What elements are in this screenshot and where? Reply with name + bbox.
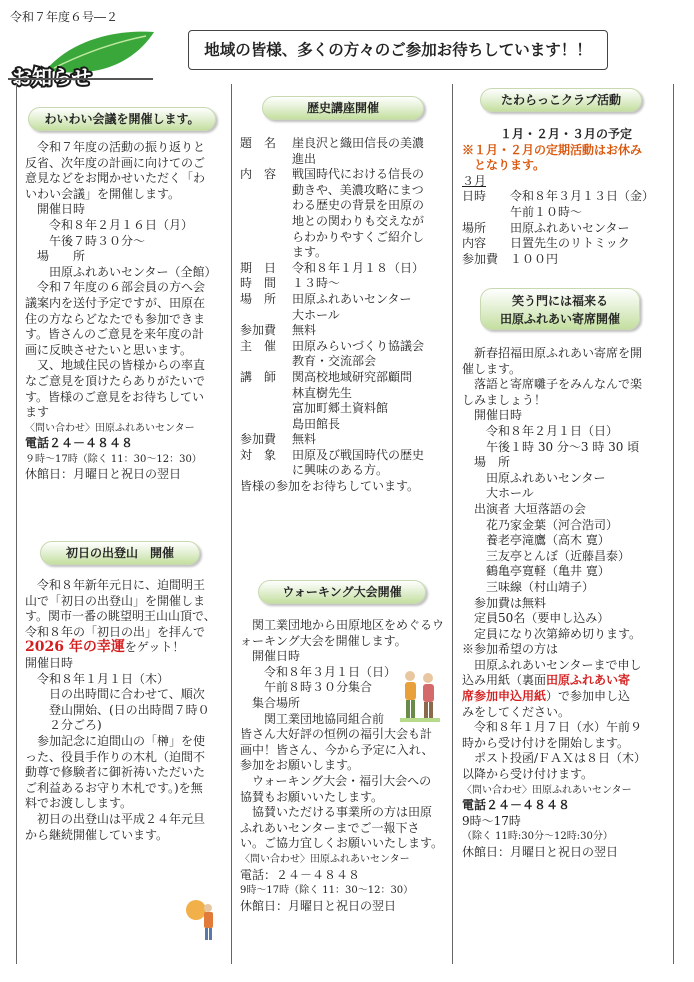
yose-line: ポスト投函/ＦＡＸは８日（木） [462, 751, 647, 766]
rekishi-row-key: 講 師 [240, 369, 277, 384]
rekishi-row [240, 214, 448, 230]
rekishi-row [240, 167, 448, 183]
hatsuhinode-line: 初日の出登山は平成２４年元旦 [25, 811, 206, 826]
rekishi-row [240, 308, 448, 324]
walking-line: 関工業団地協同組合前 [240, 711, 385, 726]
rekishi-row-value: 田原ふれあいセンター [292, 291, 412, 306]
section-title-hatsuhinode: 初日の出登山 開催 [40, 541, 200, 565]
rekishi-row-key [240, 214, 292, 230]
section-title-tawarakko: たわらっこクラブ活動 [480, 88, 642, 112]
walking-line: 令和８年３月１日（日） [240, 664, 397, 679]
rekishi-row-key [240, 354, 292, 370]
rekishi-row-key [240, 417, 292, 433]
tawarakko-row-key [462, 205, 510, 221]
tawarakko-note-line: ※１月・２月の定期活動はお休み [462, 142, 643, 157]
rekishi-row-key [240, 463, 292, 479]
rekishi-row-key [240, 230, 292, 246]
walking-line: ふれあいセンターまでご一報下さ [240, 820, 420, 835]
waiwai-line: 令和８年２月１６日（月） [25, 217, 194, 232]
rekishi-row-key [240, 386, 292, 402]
yose-line: 定員50名（要申し込み） [462, 611, 610, 626]
rekishi-row-value: 崖良沢と織田信長の美濃 [292, 136, 425, 150]
yose-body: 新春招福田原ふれあい寄席を開 催します。 落語と寄席囃子をみんなんで楽 しみましょう！ 開催日時 令和８年２月１日（日） 午後１時 30 分～3 時 30 頃 場 所 田原ふれあいセンター 大ホール 出演者 大垣落語の会 花乃家金葉（河合浩司） 養老亭滝鷹（高木 寛） 三友亭とんぼ（近藤昌泰） 鶴亀亭寛軽（亀井 寛） 三味線（村山靖子） 参加費は無料 定員50名（要申し込み） 定員になり次第締め切ります。 ※参加希望の方は 田原ふれあいセンターまで申し 込み用紙（裏面田原ふれあい寄 席参加申込用紙）で参加申し込 みをしてください。 令和８年１月７日（水）午前９ 時から受け付けを開始します。 ポスト投函/ＦＡＸは８日（木） 以降から受け付けます。 〈問い合わせ〉田原ふれあいセンター 電話２４－４８４８ 9時～17時 （除く 11時:30分～12時:30分） 休館日：月曜日と祝日の翌日 [462, 346, 672, 861]
rekishi-row-value: 田原みらいづくり協議会 [292, 338, 425, 353]
rekishi-row-key: 場 所 [240, 291, 277, 306]
tawarakko-row-key: 場所 [462, 220, 487, 235]
rekishi-row [240, 401, 448, 417]
hatsuhinode-line: 動尊で修験者に御祈祷いただいた [25, 765, 206, 780]
walking-line: 開催日時 [240, 649, 301, 664]
yose-line: 田原ふれあいセンターまで申し [462, 657, 642, 672]
rekishi-row-value: 動きや、美濃攻略にまつ [292, 182, 424, 197]
waiwai-closed: 休館日：月曜日と祝日の翌日 [25, 467, 182, 482]
yose-line: 花乃家金葉（河合浩司） [462, 517, 619, 532]
rekishi-row-key: 対 象 [240, 447, 277, 462]
walking-tel: 電話：２４－４８４８ [240, 867, 361, 882]
tawarakko-row [462, 221, 670, 237]
hatsuhinode-line: 料でお渡しします。 [25, 796, 133, 811]
yose-hours-detail: （除く 11時:30分～12時:30分） [462, 831, 613, 843]
rekishi-row [240, 432, 448, 448]
rekishi-row [240, 354, 448, 370]
yose-line: みをしてください。 [462, 704, 571, 719]
right-border [673, 84, 674, 964]
tawarakko-row-value: 日置先生のリトミック [510, 236, 630, 251]
rekishi-row [240, 370, 448, 386]
rekishi-row-value: 大ホール [292, 307, 340, 322]
rekishi-row-value: らわかりやすくご紹介し [292, 229, 425, 244]
rekishi-row [240, 261, 448, 277]
hatsuhinode-line: ２分ごろ) [25, 718, 102, 733]
hatsuhinode-line: 登山開始、(日の出時間７時０ [25, 702, 210, 717]
section-title-walking: ウォーキング大会開催 [258, 580, 426, 604]
rekishi-row-value: １３時～ [292, 276, 341, 291]
tawarakko-row-key: 日時 [462, 189, 487, 204]
waiwai-line: 議案内を送付予定ですが、田原在 [25, 295, 206, 310]
rekishi-row [240, 448, 448, 464]
walking-line: 皆さん大好評の恒例の福引大会も計 [240, 727, 433, 742]
logo-text: お知らせ [12, 65, 92, 89]
waiwai-line: 画に反映させたいと思います。 [25, 342, 193, 357]
section-title-rekishi: 歴史講座開催 [262, 96, 424, 120]
rekishi-row [240, 152, 448, 168]
hatsuhinode-body: 令和８年新年元日に、迫間明王 山で「初日の出登山」を開催しま す。関市一番の眺望明王山山頂で、 令和８年の「初日の出」を拝んで 2026 年の幸運をゲット！ 開催日時 令和８年１月１日（木） 日の出時間に合わせて、順次 登山開始、(日の出時間７時０ ２分ごろ) 参加記念に迫間山の「榊」を使 った、役員手作りの木札（迫間不 動尊で修験者に御祈祷いただいた ご利益あるお守り木札です。)を無 料でお渡しします。 初日の出登山は平成２４年元旦 から継続開催しています。 [25, 578, 225, 843]
tawarakko-row [462, 189, 670, 205]
rekishi-row-value: 教育・交流部会 [292, 354, 377, 369]
yose-line: 定員になり次第締め切ります。 [462, 626, 642, 641]
rekishi-row-value: 田原及び戦国時代の歴史 [292, 447, 425, 462]
rekishi-row-value: 地との関わりも交えなが [292, 213, 425, 228]
rekishi-row [240, 463, 448, 479]
rekishi-row [240, 339, 448, 355]
yose-line: 出演者 大垣落語の会 [462, 501, 586, 516]
walking-line: 画中！皆さん、今から予定に入れ、 [240, 742, 434, 757]
walking-line: 協賛いただける事業所の方は田原 [240, 805, 433, 820]
walking-closed: 休館日：月曜日と祝日の翌日 [240, 898, 397, 913]
rekishi-row [240, 198, 448, 214]
tawarakko-row [462, 252, 670, 268]
tawarakko-row-key: 内容 [462, 236, 487, 251]
tawarakko-row-value: 午前１０時～ [510, 204, 583, 219]
rekishi-row-value: 林直樹先生 [292, 385, 353, 400]
yose-line: 場 所 [462, 455, 511, 470]
rekishi-row-value: 令和８年１月１８（日） [292, 260, 425, 275]
tawarakko-row-value: 田原ふれあいセンター [510, 220, 630, 235]
rekishi-row-key [240, 183, 292, 199]
rekishi-row [240, 230, 448, 246]
hatsuhinode-line: 日の出時間に合わせて、順次 [25, 687, 205, 702]
waiwai-line: 開催日時 [25, 202, 86, 217]
yose-line: 催します。 [462, 361, 522, 376]
yose-line: 三友亭とんぼ（近藤昌泰） [462, 548, 631, 563]
yose-line: 落語と寄席囃子をみんなんで楽 [462, 377, 643, 392]
yose-line: しみましょう！ [462, 392, 547, 407]
rekishi-row-value: わる歴史の背景を田原の [292, 198, 425, 213]
rekishi-row [240, 136, 448, 152]
rekishi-row-key: 参加費 [240, 432, 277, 447]
walking-line: 参加をお願いします。 [240, 758, 360, 773]
hatsuhinode-line: ご利益あるお守り木札です。)を無 [25, 780, 203, 795]
rekishi-row-value: 無料 [292, 432, 317, 447]
waiwai-line: 田原ふれあいセンター（全館） [25, 264, 217, 279]
rekishi-row-key: 参加費 [240, 323, 277, 338]
rekishi-row-key [240, 401, 292, 417]
rekishi-row-key: 主 催 [240, 338, 277, 353]
waiwai-line: なご意見を頂けたらありがたいで [25, 373, 206, 388]
rekishi-body [240, 136, 448, 495]
walking-contact: 〈問い合わせ〉田原ふれあいセンター [240, 853, 410, 865]
hatsuhinode-line: った、役員手作りの木札（迫間不 [25, 749, 206, 764]
yose-tel: 電話２４－４８４８ [462, 798, 571, 813]
rekishi-row-key [240, 152, 292, 168]
rekishi-row-value: 進出 [292, 151, 317, 166]
yose-line: 以降から受け付けます。 [462, 767, 594, 782]
walking-line: 午前８時３０分集合 [240, 680, 373, 695]
yose-line: 三味線（村山靖子） [462, 579, 595, 594]
yose-line: 参加費は無料 [462, 595, 547, 610]
hiker-illustration [182, 898, 222, 944]
rekishi-row [240, 276, 448, 292]
rekishi-row-value: 富加町郷土資料館 [292, 401, 389, 416]
waiwai-body [25, 140, 225, 483]
rekishi-row-value: 関高校地域研究部顧問 [292, 369, 413, 384]
section-title-waiwai: わいわい会議を開催します。 [28, 107, 216, 131]
yose-line: 新春招福田原ふれあい寄席を開 [462, 346, 643, 360]
column-divider-1 [231, 84, 232, 964]
rekishi-row [240, 417, 448, 433]
tawarakko-row-value: １００円 [510, 251, 559, 266]
tawarakko-schedule: １月・２月・３月の予定 [499, 127, 632, 141]
walking-line: い。ご協力宜しくお願いいたします。 [240, 836, 444, 851]
hatsuhinode-line: 令和８年新年元日に、迫間明王 [25, 578, 206, 592]
waiwai-contact: 〈問い合わせ〉田原ふれあいセンター [25, 422, 195, 434]
rekishi-row-value: に興味のある方。 [292, 463, 389, 478]
yose-line: 開催日時 [462, 408, 523, 423]
waiwai-line: 令和７年度の活動の振り返りと [25, 140, 206, 154]
tawarakko-row-key: 参加費 [462, 251, 499, 266]
yose-line: 令和８年２月１日（日） [462, 423, 619, 438]
rekishi-row-value: 無料 [292, 323, 317, 338]
column-divider-2 [452, 84, 453, 964]
rekishi-row-key: 題 名 [240, 136, 277, 150]
yose-contact: 〈問い合わせ〉田原ふれあいセンター [462, 784, 632, 796]
yose-line: 時から受け付けを開始します。 [462, 735, 630, 750]
waiwai-line: 意見などをお聞かせいただく「わ [25, 171, 206, 186]
rekishi-row-key [240, 198, 292, 214]
waiwai-line: ます [25, 405, 50, 420]
walking-line: 集合場所 [240, 695, 301, 710]
rekishi-row-value: 戦国時代における信長の [292, 167, 425, 182]
walking-body [240, 618, 448, 914]
waiwai-tel: 電話２４－４８４８ [25, 436, 134, 451]
rekishi-row [240, 323, 448, 339]
waiwai-line: 又、地域住民の皆様からの率直 [25, 358, 206, 373]
walking-line: 協賛もお願いいたします。 [240, 789, 384, 804]
rekishi-row [240, 386, 448, 402]
hatsuhinode-line: 参加記念に迫間山の「榊」を使 [25, 733, 206, 748]
rekishi-row-key: 期 日 [240, 260, 277, 275]
walking-line: ォーキング大会を開催します。 [240, 633, 407, 648]
yose-line: 午後１時 30 分～3 時 30 頃 [462, 439, 640, 454]
hatsuhinode-line: から継続開催しています。 [25, 827, 169, 842]
walkers-illustration [396, 668, 444, 724]
rekishi-row-key [240, 308, 292, 324]
headline-banner: 地域の皆様、多くの方々のご参加お待ちしています！！ [188, 30, 608, 70]
yose-line: ※参加希望の方は [462, 642, 559, 657]
waiwai-line: 反省、次年度の計画に向けてのご [25, 155, 206, 170]
tawarakko-body [462, 127, 670, 267]
hatsuhinode-line: 令和８年の「初日の出」を拝んで [25, 624, 206, 639]
tawarakko-row [462, 236, 670, 252]
waiwai-line: 住の方ならどなたでも参加できま [25, 311, 206, 326]
hatsuhinode-line: す。関市一番の眺望明王山山頂で、 [25, 609, 216, 624]
rekishi-row-key [240, 245, 292, 261]
rekishi-row-value: ます。 [292, 245, 328, 260]
rekishi-footer: 皆様の参加をお待ちしています。 [240, 479, 420, 494]
left-border [16, 84, 17, 964]
hatsuhinode-line: 令和８年１月１日（木） [25, 671, 170, 686]
yose-line: 令和８年１月７日（水）午前９ [462, 720, 643, 735]
tawarakko-note-line: となります。 [462, 158, 546, 173]
issue-label: 令和７年度６号―２ [10, 10, 119, 24]
header-rule [8, 78, 153, 80]
waiwai-line: す。皆さんのご意見を来年度の計 [25, 327, 205, 342]
rekishi-row [240, 245, 448, 261]
yose-line: 田原ふれあいセンター [462, 470, 606, 485]
waiwai-line: 場 所 [25, 249, 86, 264]
waiwai-line: いわい会議」を開催します。 [25, 186, 181, 201]
waiwai-line: す。皆様のご意見をお待ちしてい [25, 389, 205, 404]
oshirase-logo [6, 30, 156, 92]
walking-line: 関工業団地から田原地区をめぐるウ [240, 618, 445, 632]
tawarakko-row-value: 令和８年３月１３日（金） [510, 189, 655, 204]
walking-hours: 9時～17時（除く 11：30～12：30） [240, 885, 414, 897]
yose-closed: 休館日：月曜日と祝日の翌日 [462, 845, 619, 859]
yose-line: 大ホール [462, 486, 534, 501]
walking-line: ウォーキング大会・福引大会への [240, 773, 432, 788]
rekishi-row-key: 内 容 [240, 167, 277, 182]
tawarakko-month: ３月 [462, 173, 487, 188]
rekishi-row-key: 時 間 [240, 276, 277, 291]
yose-hours: 9時～17時 [462, 813, 521, 828]
waiwai-line: 令和７年度の６部会員の方へ会 [25, 280, 206, 295]
hatsuhinode-line: 山で「初日の出登山」を開催しま [25, 593, 206, 608]
waiwai-line: 午後７時３０分～ [25, 233, 146, 248]
yose-line: 鶴亀亭寛軽（亀井 寛） [462, 564, 610, 579]
rekishi-row-value: 島田館長 [292, 416, 341, 431]
hatsuhinode-line: 開催日時 [25, 655, 74, 670]
yose-line: 養老亭滝鷹（高木 寛） [462, 533, 610, 548]
section-title-yose: 笑う門には福来る 田原ふれあい寄席開催 [480, 288, 640, 330]
waiwai-hours: ９時～17時（除く 11：30～12：30） [25, 453, 202, 465]
rekishi-row [240, 292, 448, 308]
lucky-2026-highlight: 2026 年の幸運 [25, 639, 125, 656]
rekishi-row [240, 183, 448, 199]
tawarakko-row [462, 205, 670, 221]
